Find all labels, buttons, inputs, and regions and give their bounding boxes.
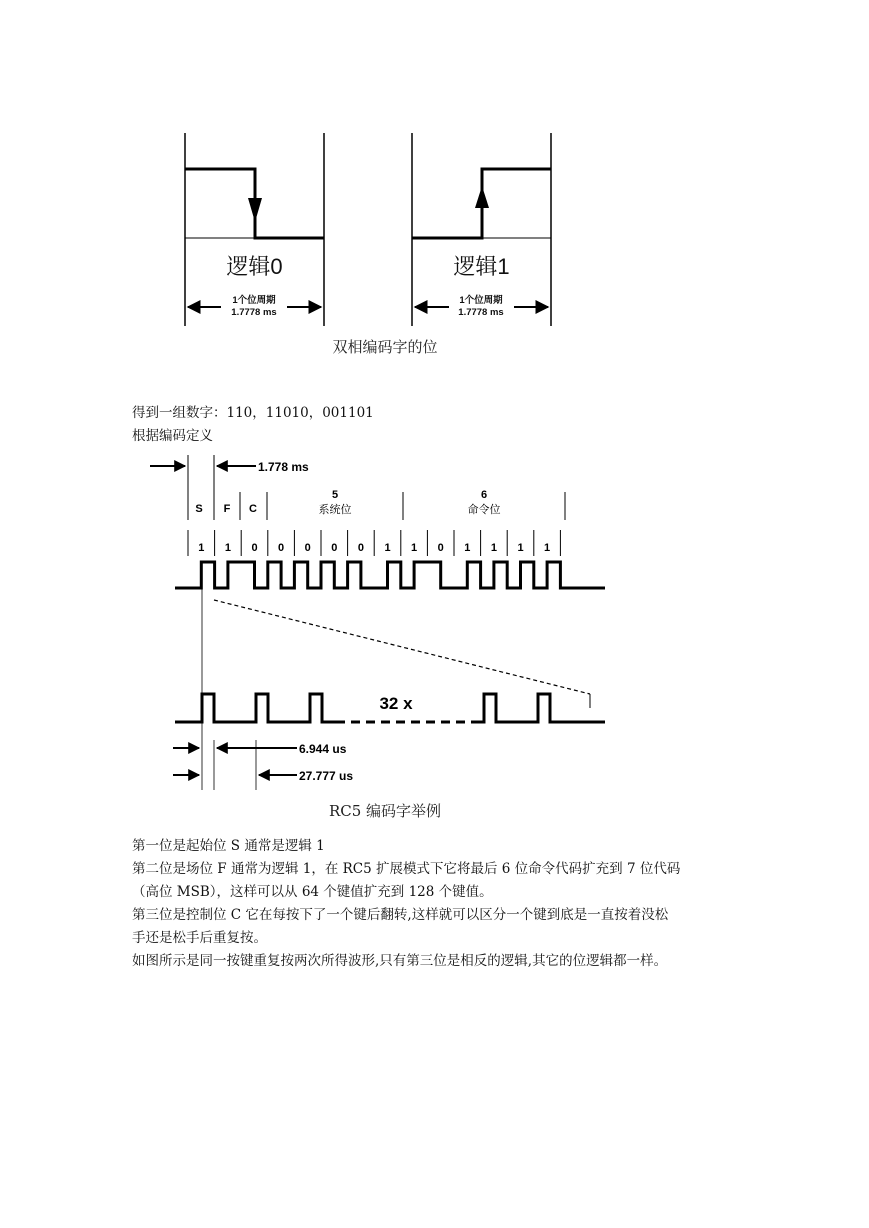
bit-value-label: 1	[384, 542, 391, 554]
field-f-label: F	[223, 503, 231, 515]
definition-line: 根据编码定义	[132, 428, 213, 444]
period-line1: 1个位周期	[459, 295, 503, 306]
field-s-label: S	[195, 503, 203, 515]
system-label: 系统位	[318, 504, 352, 516]
bit-value-label: 1	[544, 542, 551, 554]
bit-value-label: 1	[411, 542, 418, 554]
period-line2: 1.7778 ms	[231, 307, 277, 318]
bit-value-label: 1	[490, 542, 497, 554]
bit-value-label: 1	[198, 542, 205, 554]
bit-separators	[188, 530, 560, 556]
bit-value-label: 0	[278, 542, 285, 554]
bit-value-label: 0	[331, 542, 338, 554]
bit-value-label: 0	[304, 542, 311, 554]
figure1-caption: 双相编码字的位	[332, 338, 438, 356]
pulse-period-label: 27.777 us	[299, 769, 354, 783]
command-label: 命令位	[467, 504, 501, 516]
bit-value-label: 1	[464, 542, 471, 554]
paragraph-3: （高位 MSB），这样可以从 64 个键值扩充到 128 个键值。	[132, 884, 493, 900]
bit-value-label: 1	[517, 542, 524, 554]
command-count-label: 6	[480, 489, 488, 501]
numbers-line: 得到一组数字：110，11010，001101	[132, 405, 374, 421]
paragraph-2: 第二位是场位 F 通常为逻辑 1，在 RC5 扩展模式下它将最后 6 位命令代码扩充到 7 位代码	[132, 861, 681, 877]
logic0-label: 逻辑0	[226, 254, 283, 279]
paragraph-4: 第三位是控制位 C 它在每按下了一个键后翻转,这样就可以区分一个键到底是一直按着没松	[132, 907, 669, 923]
paragraph-5: 手还是松手后重复按。	[132, 930, 267, 946]
bit-value-label: 0	[251, 542, 258, 554]
period-line1: 1个位周期	[232, 295, 276, 306]
figure2-caption: RC5 编码字举例	[328, 802, 442, 820]
paragraph-6: 如图所示是同一按键重复按两次所得波形,只有第三位是相反的逻辑,其它的位逻辑都一样。	[132, 953, 668, 969]
period-line2: 1.7778 ms	[458, 307, 504, 318]
logic1-label: 逻辑1	[453, 254, 510, 279]
bit-value-label: 0	[437, 542, 444, 554]
field-c-label: C	[249, 503, 257, 515]
bit-value-label: 0	[357, 542, 364, 554]
bit-value-label: 1	[224, 542, 231, 554]
rc5-waveform	[175, 562, 605, 588]
bit-time-label: 1.778 ms	[258, 460, 309, 474]
paragraph-1: 第一位是起始位 S 通常是逻辑 1	[132, 838, 325, 854]
system-count-label: 5	[331, 489, 339, 501]
pulse-width-label: 6.944 us	[299, 742, 347, 756]
pulse-count-label: 32 x	[379, 694, 413, 713]
